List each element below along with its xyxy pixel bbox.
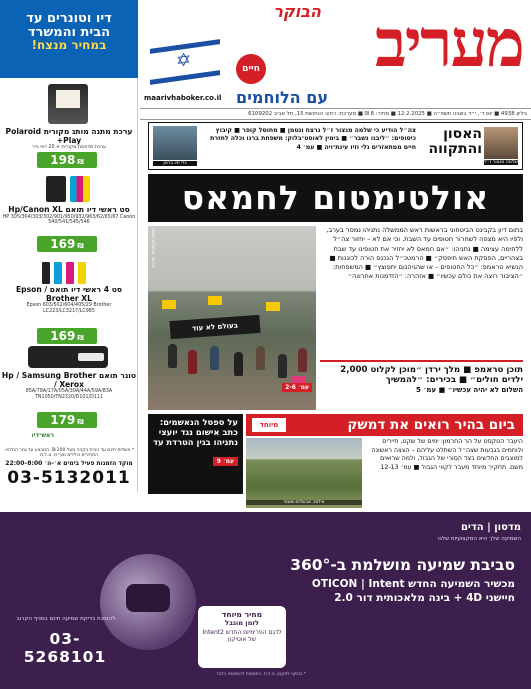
newspaper-logo: מעריב bbox=[374, 4, 523, 82]
product-epson-brother bbox=[0, 272, 138, 314]
protester-figure bbox=[210, 346, 219, 370]
top-story-caption-right: שלמה מנצור ז״ל bbox=[484, 160, 518, 165]
product-title: ערכת מתנה מותג מקורית Polaroid Play+ bbox=[5, 127, 133, 145]
product-models: Epson 603/502/604/405/29 Brother LC223/LC3217/LC985 bbox=[26, 303, 112, 314]
polaroid-camera-image bbox=[48, 84, 88, 124]
offer-line-2: לזמן מוגבל bbox=[225, 619, 259, 627]
top-story-photo-left bbox=[153, 126, 197, 160]
special-tag: מיוחד bbox=[252, 418, 286, 432]
price-badge: 169 ₪ bbox=[37, 236, 97, 252]
product-models: 85A/78A/17A/05A/30A/44A/59A/83A TN1050/TN2320/D101/D111 bbox=[25, 389, 113, 400]
photo-credit: צילום: אבשלום ששוני bbox=[150, 228, 155, 268]
brand-mark: ראש־דיו bbox=[31, 432, 54, 439]
ad-fine-print: * בכפוף לתקנון. ט.ל.ח. התמונות להמחשה בלבד bbox=[216, 672, 306, 677]
product-polaroid bbox=[0, 128, 138, 151]
sub-story-line-2: השלום לא יהיה עכשיו״ ■ עמ׳ 5 bbox=[415, 385, 523, 394]
product-models: HP 305/304/303/302/901/950/932/963/62/65/67 Canon 540/541/545/546 bbox=[2, 214, 136, 225]
sub-story[interactable] bbox=[320, 360, 523, 410]
ink-ad-line-1: דיו וטונרים עד bbox=[26, 11, 112, 26]
price-badge: 198 ₪ bbox=[37, 152, 97, 168]
golan-photo bbox=[246, 438, 362, 508]
golan-photo-credit: צילום: אבשלום ששוני bbox=[246, 500, 362, 505]
golan-story-body: היעבר הטקסט על הר החרמון: ימים של שקט, תיירים ולוחמים בגבעות שצה״ל השתלט עליהם – הצצה ראשונה למוצבים החדשים בצד הסורי של הגבול, ולמה שרואים משם. תחקיר מיוחד מעבר לקווי הגבול ■ עמ׳ 12-13 bbox=[371, 438, 523, 472]
website-link[interactable]: maarivhaboker.co.il bbox=[144, 94, 222, 102]
page-tag: עמ׳ 9 bbox=[213, 457, 238, 466]
yellow-sign bbox=[162, 300, 176, 309]
side-story-headline: על ספסל הנאשמים: כתב אישום נגד יועצי נתניהו בגין הטרדת עד bbox=[153, 417, 238, 447]
yellow-sign bbox=[208, 296, 222, 305]
color-cartridge-image bbox=[70, 176, 90, 202]
price-badge: 179 ₪ bbox=[37, 412, 97, 428]
ink-ad-phone: 03-5132011 bbox=[7, 468, 131, 489]
top-story-headline: האסון והתקווה bbox=[428, 126, 482, 158]
hearing-aid-ad[interactable] bbox=[0, 512, 531, 689]
main-story-body: בתום דיון בקבינט הביטחוני בראשות ראש הממשלה נתניהו נמסר בערב, ולפיו היא מצפה לשחרור חטופים עד השבת, וכי אם לא – יחזור צה״ל ללחימה עצימה ■ נתניהו: ״אם חמאס לא יחזיר את חטופינו עד שבת בצהריים, הפסקת האש תיפסק״ ■ הרמטכ״ל הנכנס הורה לכוננות ■ הנשיא טראמפ: ״כל החטופים – או שהגיהנום יתפוצץ״ ■ המשפחות: ״הציבור רוצה את כולם עכשיו״ ■ אזהרה: ״הזדמנות אחרונה״ bbox=[326, 226, 523, 281]
offer-line-1: מחיר מיוחד bbox=[221, 610, 263, 619]
israel-flag-icon bbox=[150, 39, 220, 85]
page-tag: עמ׳ 2-6 bbox=[282, 383, 312, 392]
golan-headline[interactable]: ביום בהיר רואים את דמשק bbox=[246, 414, 523, 436]
protester-figure bbox=[298, 348, 307, 372]
protester-figure bbox=[168, 344, 177, 368]
top-story-photo-right bbox=[484, 127, 518, 159]
product-title: טונר תואם Hp / Samsung Brother / Xerox bbox=[1, 371, 137, 389]
top-story-body: צה״ל הודיע כי שלמה מנצור ז״ל נרצח ונטמן ■ מחוסל קופר ■ קיבוץ כיסופים: ״ליבנו נשבר״ ■ בימין לאוסט־בלוק: משפחת ברנו וכלה לחזרת חיים ממתאזרים גלי וזיו עינת־ויה ■ עמ׳ 4 bbox=[210, 127, 416, 151]
protester-figure bbox=[234, 352, 243, 376]
protester-figure bbox=[256, 346, 265, 370]
main-headline[interactable]: אולטימטום לחמאס bbox=[148, 174, 523, 222]
protester-figure bbox=[188, 350, 197, 374]
dateline: גיליון 4938 ■ יום ד׳, י״ד בשבט תשפ״ה ■ 12.2.2025 ■ מחיר: 8 ₪ ■ מערכת: רחוב הנחושת 15, תל אביב 6109202 bbox=[140, 108, 531, 120]
masthead-slogan: עם הלוחמים bbox=[236, 88, 328, 107]
ink-ad-fine-print: * משלוח חינם עד הבית בקניה מעל 200 ₪. המבצע עד גמר המלאי. המחירים כוללים מע״מ. ט.ל.ח bbox=[3, 448, 135, 459]
side-story-box[interactable] bbox=[148, 414, 243, 494]
ad-line-3: חיישני 4D + בינה מלאכותית דור 2.0 bbox=[334, 592, 515, 604]
masthead bbox=[140, 0, 531, 108]
ink-ad-line-2: הבית והמשרד bbox=[27, 24, 111, 40]
yellow-sign bbox=[266, 302, 280, 311]
special-offer-badge bbox=[198, 606, 286, 668]
price-badge: 169 ₪ bbox=[37, 328, 97, 344]
black-cartridge-image bbox=[46, 176, 66, 202]
ink-ad-banner bbox=[0, 0, 138, 78]
masthead-boker: הבוקר bbox=[273, 2, 321, 21]
ink-ad-hours: מוקד הזמנות פעיל בימים א׳–ה׳ 8:00–22:00 bbox=[5, 460, 133, 468]
top-story-box[interactable] bbox=[148, 122, 523, 170]
toner-cartridge-image bbox=[28, 346, 108, 368]
top-story-caption-left: גלי וזיו ברמן bbox=[153, 161, 197, 166]
ad-call-to-action: להזמנת בדיקת שמיעה חינם בסניף הקרוב bbox=[16, 616, 116, 622]
product-title: סט ראשי דיו תואם Hp/Canon XL bbox=[8, 205, 130, 214]
ink-ad-footer bbox=[0, 448, 138, 488]
ad-headline: סביבת שמיעה מושלמת ב-360° bbox=[290, 556, 515, 574]
ink-ad-line-3: במחיר מנצח! bbox=[31, 38, 107, 53]
ad-line-2: מכשיר השמיעה החדש OTICON | Intent bbox=[311, 578, 515, 590]
offer-line-3: לדגם הפרימיום החדש Intent2 של אוטיקון bbox=[202, 629, 282, 644]
protester-figure bbox=[278, 354, 287, 378]
ad-phone[interactable]: 03-5268101 bbox=[23, 630, 107, 666]
product-models: ערכת מדפסת מקורית + 20 דפי נייר bbox=[31, 145, 107, 151]
product-hp-canon bbox=[0, 206, 138, 225]
product-toner bbox=[0, 372, 138, 400]
protest-banner: בעולם לא עוד bbox=[169, 315, 260, 339]
ad-brand: מדסון | הדים bbox=[460, 522, 521, 533]
product-title: סט 4 ראשי דיו תואם Epson / Brother XL bbox=[15, 285, 123, 303]
chaim-badge: חיים bbox=[236, 54, 266, 84]
sub-story-line-1: תוכן טראמפ ■ מלך ירדן ״מוכן לקלוט 2,000 ילדים חולים״ ■ בכירים: ״להמשיך bbox=[340, 365, 523, 386]
ad-brand-tagline: השמיעה שלך היא המקצועיות שלנו bbox=[438, 536, 521, 542]
main-photo bbox=[148, 226, 316, 410]
